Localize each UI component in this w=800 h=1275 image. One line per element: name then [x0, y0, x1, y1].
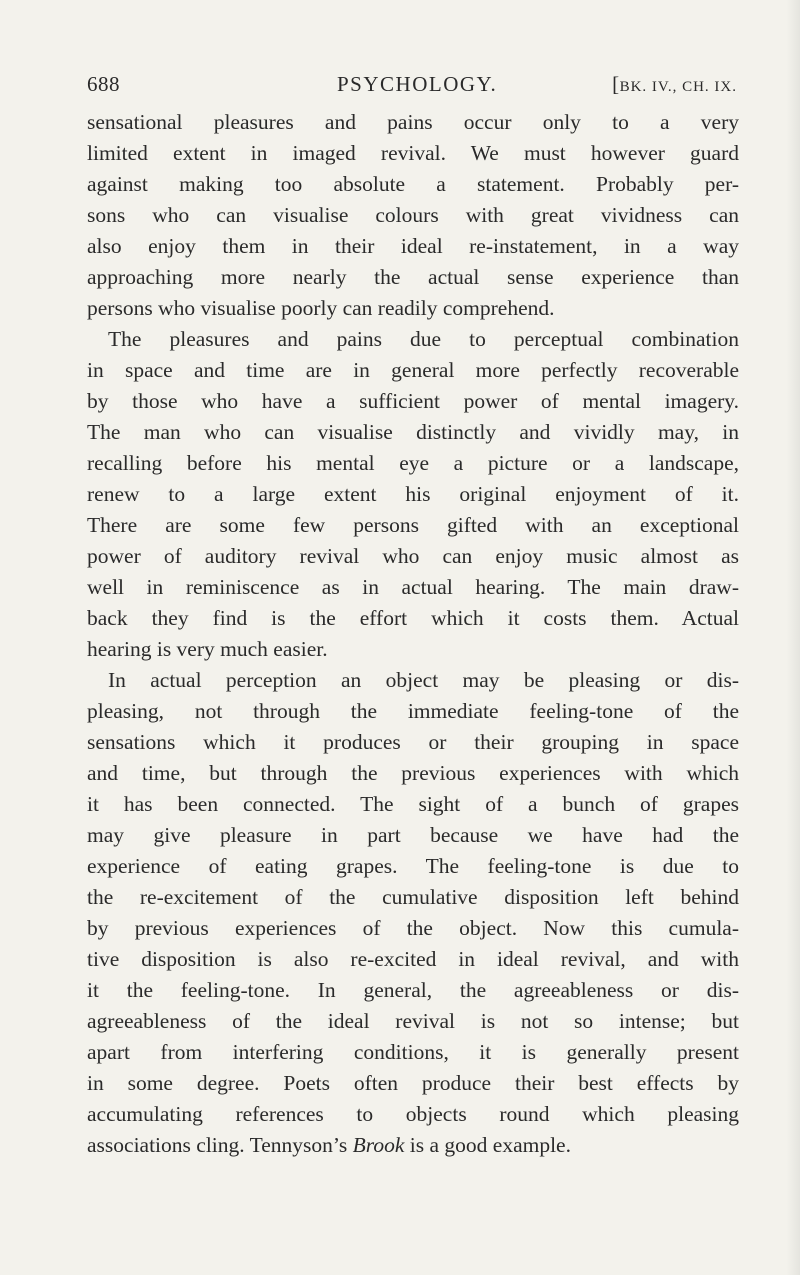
text-line: back they find is the effort which it costs them. Actual	[87, 606, 739, 630]
text-line: experience of eating grapes. The feeling-tone is due to	[87, 854, 739, 878]
text-line: persons who visualise poorly can readily comprehend.	[87, 296, 555, 320]
text-line: in space and time are in general more perfectly recoverable	[87, 358, 739, 382]
final-line-start: associations cling. Tennyson’s	[87, 1133, 353, 1157]
paragraph-start-line: The pleasures and pains due to perceptual combination	[108, 327, 739, 351]
text-line: by those who have a sufficient power of mental imagery.	[87, 389, 739, 413]
text-line: There are some few persons gifted with an exceptional	[87, 513, 739, 537]
text-line: pleasing, not through the immediate feeling-tone of the	[87, 699, 739, 723]
text-line: in some degree. Poets often produce their best effects by	[87, 1071, 739, 1095]
page-number: 688	[87, 72, 120, 96]
text-line: apart from interfering conditions, it is generally present	[87, 1040, 739, 1064]
text-line: renew to a large extent his original enjoyment of it.	[87, 482, 739, 506]
text-line: also enjoy them in their ideal re-instatement, in a way	[87, 234, 739, 258]
text-line: tive disposition is also re-excited in ideal revival, and with	[87, 947, 739, 971]
text-line: limited extent in imaged revival. We must however guard	[87, 141, 739, 165]
text-line: against making too absolute a statement. Probably per-	[87, 172, 739, 196]
text-line: hearing is very much easier.	[87, 637, 328, 661]
section-bracket: [	[612, 72, 620, 96]
text-line: agreeableness of the ideal revival is not so intense; but	[87, 1009, 739, 1033]
italic-title-brook: Brook	[352, 1133, 405, 1157]
text-line: power of auditory revival who can enjoy music almost as	[87, 544, 739, 568]
text-line: and time, but through the previous experiences with which	[87, 761, 739, 785]
running-title: PSYCHOLOGY.	[337, 72, 498, 96]
text-line: may give pleasure in part because we have had the	[87, 823, 739, 847]
book-chapter-label: BK. IV., CH. IX.	[619, 79, 737, 95]
page-header	[87, 72, 737, 102]
final-line-end: is a good example.	[404, 1133, 571, 1157]
text-line: it has been connected. The sight of a bunch of grapes	[87, 792, 739, 816]
text-line: sensational pleasures and pains occur only to a very	[87, 110, 739, 134]
text-line: sons who can visualise colours with great vividness can	[87, 203, 739, 227]
final-text-line	[87, 1130, 739, 1161]
page-edge-shadow	[786, 0, 800, 1275]
text-line: accumulating references to objects round which pleasing	[87, 1102, 739, 1126]
text-line: well in reminiscence as in actual hearing. The main draw-	[87, 575, 739, 599]
text-line: recalling before his mental eye a picture or a landscape,	[87, 451, 739, 475]
text-line: by previous experiences of the object. Now this cumula-	[87, 916, 739, 940]
text-line: the re-excitement of the cumulative disposition left behind	[87, 885, 739, 909]
text-line: sensations which it produces or their grouping in space	[87, 730, 739, 754]
text-line: The man who can visualise distinctly and vividly may, in	[87, 420, 739, 444]
body-text	[87, 107, 739, 1161]
section-reference	[612, 72, 737, 97]
text-line: it the feeling-tone. In general, the agreeableness or dis-	[87, 978, 739, 1002]
text-line: approaching more nearly the actual sense experience than	[87, 265, 739, 289]
paragraph-start-line: In actual perception an object may be pleasing or dis-	[108, 668, 739, 692]
